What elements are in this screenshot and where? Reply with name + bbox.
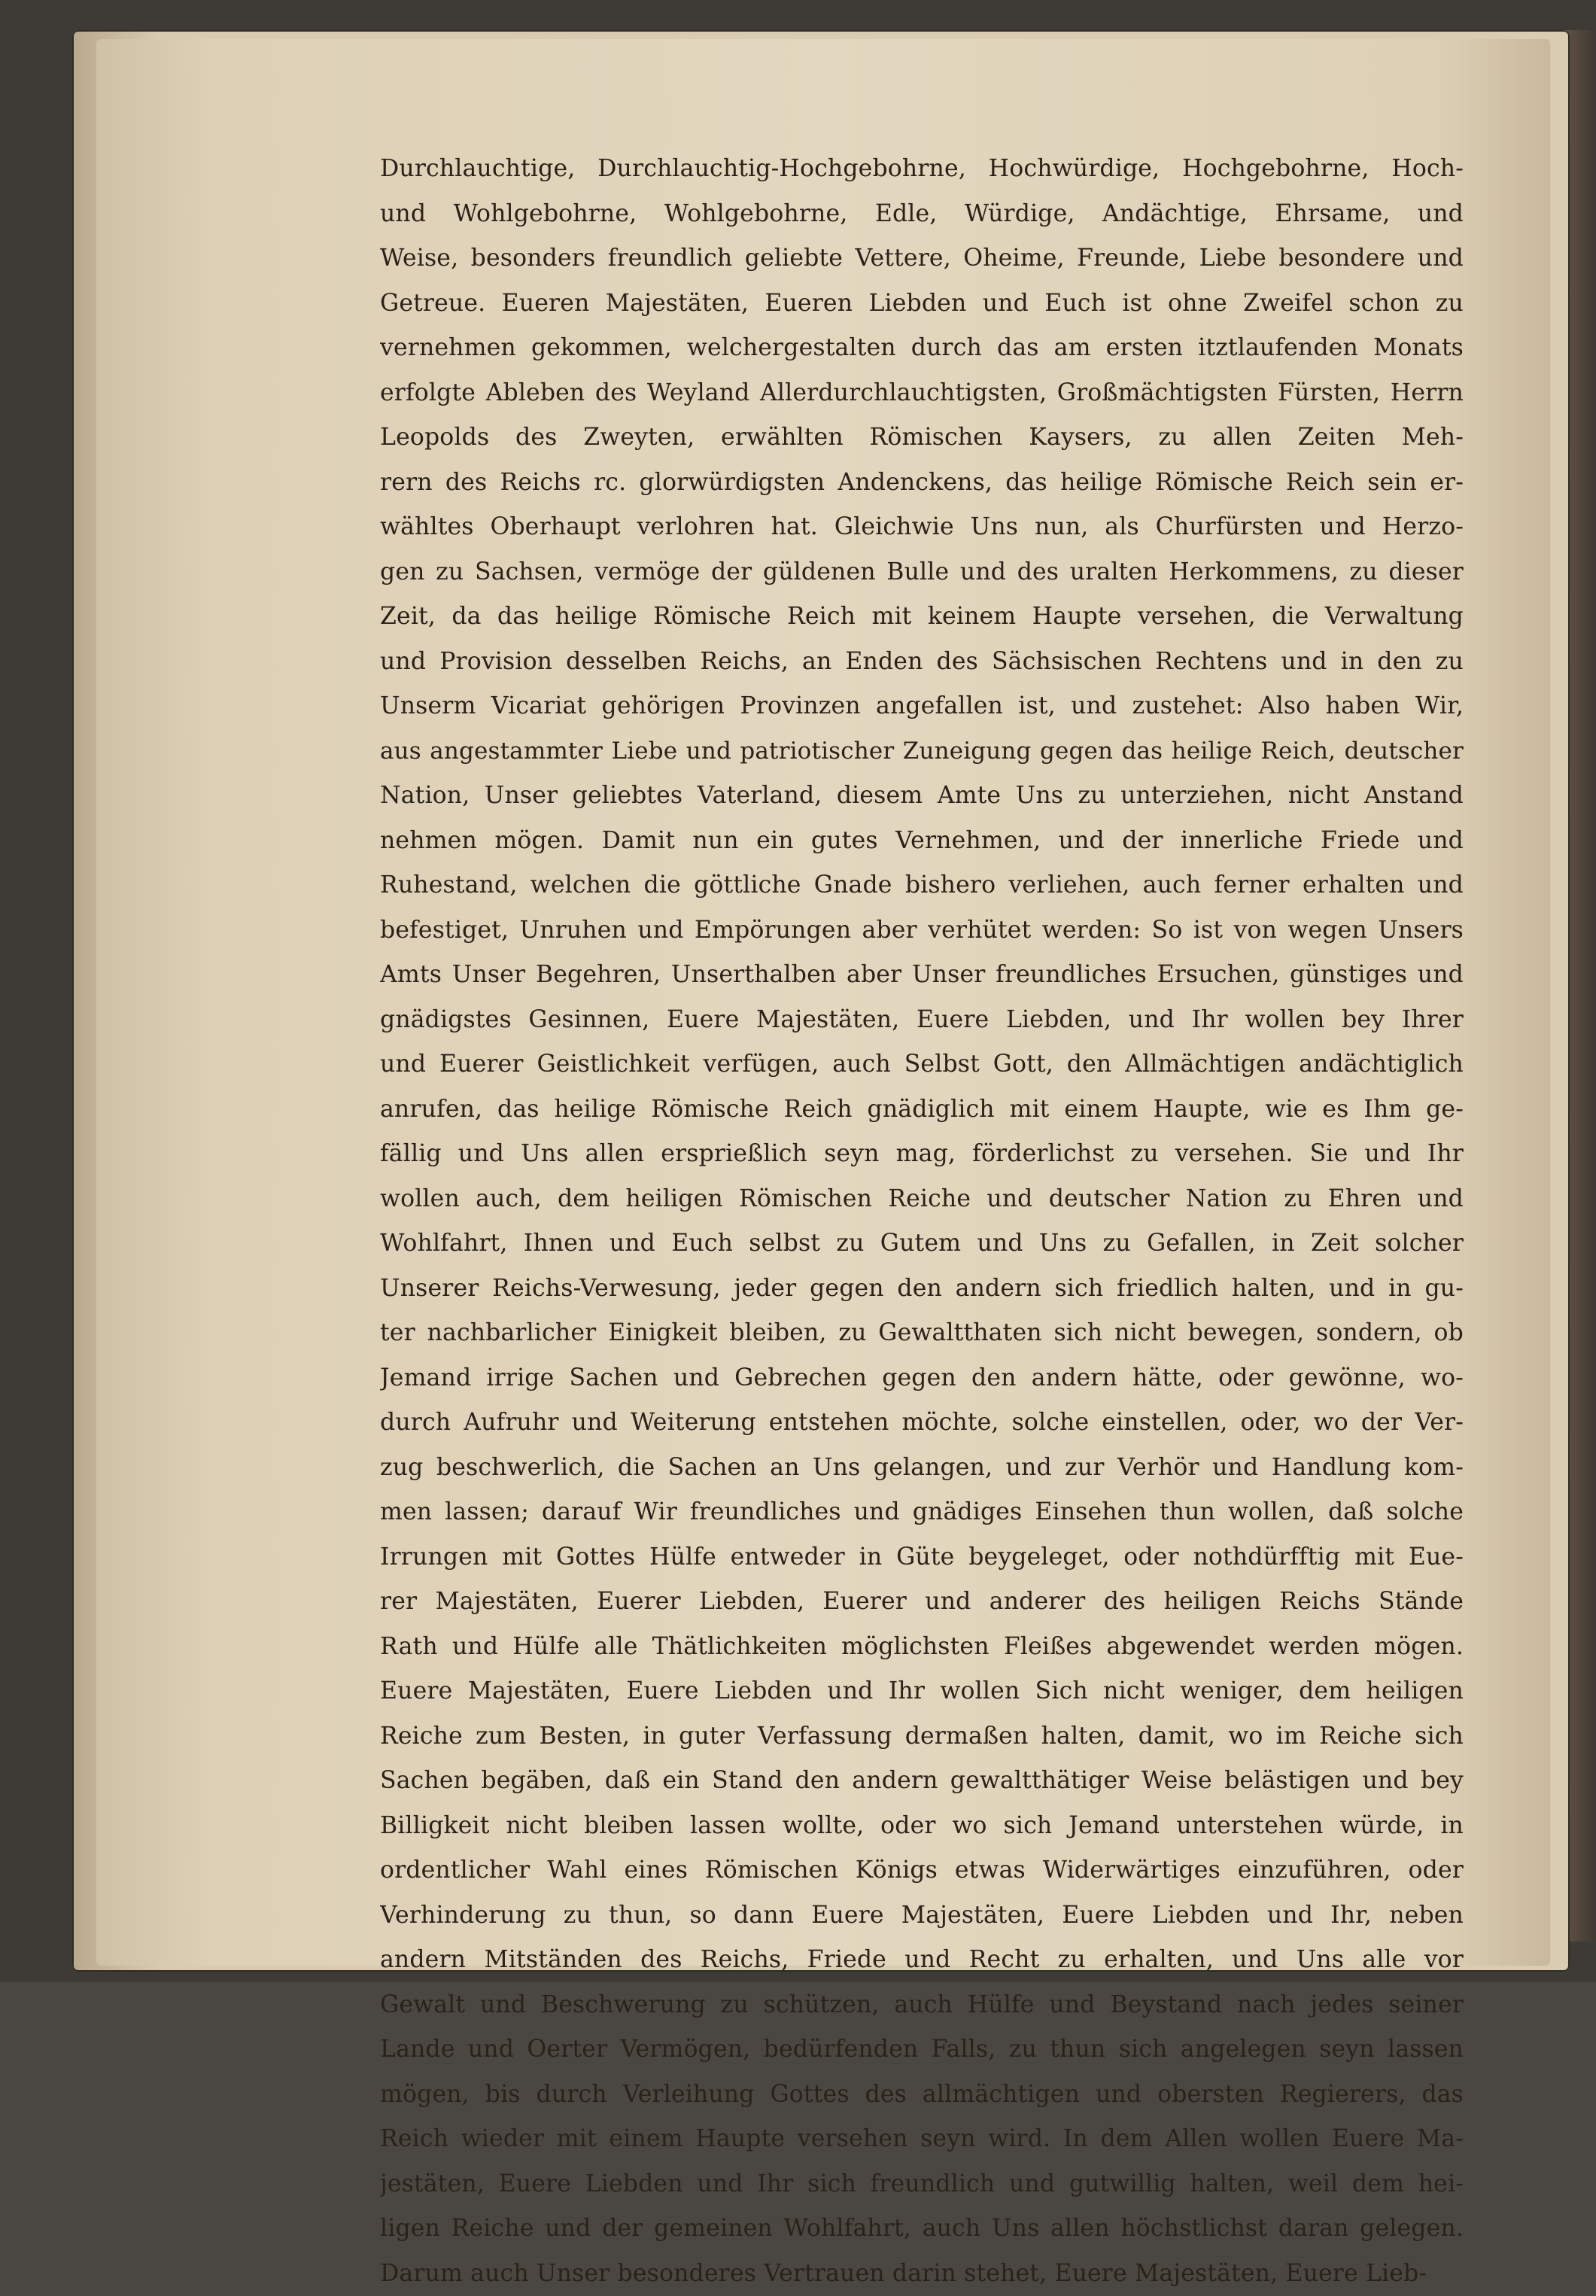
- text-line: Unserer Reichs-Verwesung, jeder gegen den andern sich friedlich halten, und in gu-: [380, 1267, 1464, 1312]
- text-line: Weise, besonders freundlich geliebte Vettere, Oheime, Freunde, Liebe besondere und: [380, 236, 1464, 281]
- text-line: Amts Unser Begehren, Unserthalben aber Unser freundliches Ersuchen, günstiges und: [380, 953, 1464, 998]
- body-text: [380, 147, 1464, 1810]
- text-line: Rath und Hülfe alle Thätlichkeiten möglichsten Fleißes abgewendet werden mögen.: [380, 1625, 1464, 1670]
- text-line: anrufen, das heilige Römische Reich gnädiglich mit einem Haupte, wie es Ihm ge-: [380, 1087, 1464, 1133]
- text-line: Jemand irrige Sachen und Gebrechen gegen den andern hätte, oder gewönne, wo-: [380, 1356, 1464, 1401]
- text-line: Reiche zum Besten, in guter Verfassung dermaßen halten, damit, wo im Reiche sich: [380, 1714, 1464, 1759]
- text-line: wollen auch, dem heiligen Römischen Reiche und deutscher Nation zu Ehren und: [380, 1177, 1464, 1222]
- text-line: rern des Reichs rc. glorwürdigsten Andenckens, das heilige Römische Reich sein er-: [380, 461, 1464, 506]
- text-line: Nation, Unser geliebtes Vaterland, diesem Amte Uns zu unterziehen, nicht Anstand: [380, 774, 1464, 819]
- text-line: Irrungen mit Gottes Hülfe entweder in Güte beygeleget, oder nothdürfftig mit Eue-: [380, 1535, 1464, 1580]
- text-line: Leopolds des Zweyten, erwählten Römischen Kaysers, zu allen Zeiten Meh-: [380, 415, 1464, 461]
- text-line: Sachen begäben, daß ein Stand den andern gewaltthätiger Weise belästigen und bey: [380, 1759, 1464, 1804]
- text-line: Gewalt und Beschwerung zu schützen, auch Hülfe und Beystand nach jedes seiner: [380, 1983, 1464, 2028]
- text-line: gnädigstes Gesinnen, Euere Majestäten, Euere Liebden, und Ihr wollen bey Ihrer: [380, 998, 1464, 1043]
- text-line: Darum auch Unser besonderes Vertrauen darin stehet, Euere Majestäten, Euere Lieb-: [380, 2252, 1464, 2296]
- text-line: gen zu Sachsen, vermöge der güldenen Bulle und des uralten Herkommens, zu dieser: [380, 550, 1464, 595]
- text-line: Getreue. Eueren Majestäten, Eueren Liebden und Euch ist ohne Zweifel schon zu: [380, 281, 1464, 327]
- text-line: durch Aufruhr und Weiterung entstehen möchte, solche einstellen, oder, wo der Ver-: [380, 1400, 1464, 1446]
- text-line: wähltes Oberhaupt verlohren hat. Gleichwie Uns nun, als Churfürsten und Herzo-: [380, 505, 1464, 550]
- text-line: Reich wieder mit einem Haupte versehen seyn wird. In dem Allen wollen Euere Ma-: [380, 2117, 1464, 2162]
- text-line: jestäten, Euere Liebden und Ihr sich freundlich und gutwillig halten, weil dem hei-: [380, 2162, 1464, 2207]
- text-line: andern Mitständen des Reichs, Friede und Recht zu erhalten, und Uns alle vor: [380, 1938, 1464, 1983]
- text-line: Ruhestand, welchen die göttliche Gnade bishero verliehen, auch ferner erhalten und: [380, 863, 1464, 908]
- text-line: men lassen; darauf Wir freundliches und gnädiges Einsehen thun wollen, daß solche: [380, 1490, 1464, 1535]
- text-line: vernehmen gekommen, welchergestalten durch das am ersten itztlaufenden Monats: [380, 326, 1464, 371]
- text-line: Billigkeit nicht bleiben lassen wollte, oder wo sich Jemand unterstehen würde, in: [380, 1804, 1464, 1849]
- text-line: und Euerer Geistlichkeit verfügen, auch Selbst Gott, den Allmächtigen andächtiglich: [380, 1042, 1464, 1087]
- text-line: mögen, bis durch Verleihung Gottes des allmächtigen und obersten Regierers, das: [380, 2072, 1464, 2118]
- text-line: zug beschwerlich, die Sachen an Uns gelangen, und zur Verhör und Handlung kom-: [380, 1446, 1464, 1491]
- text-line: erfolgte Ableben des Weyland Allerdurchlauchtigsten, Großmächtigsten Fürsten, Herrn: [380, 371, 1464, 416]
- text-line: Euere Majestäten, Euere Liebden und Ihr wollen Sich nicht weniger, dem heiligen: [380, 1669, 1464, 1714]
- text-line: befestiget, Unruhen und Empörungen aber verhütet werden: So ist von wegen Unsers: [380, 908, 1464, 953]
- text-line: und Wohlgebohrne, Wohlgebohrne, Edle, Würdige, Andächtige, Ehrsame, und: [380, 192, 1464, 237]
- text-line: rer Majestäten, Euerer Liebden, Euerer und anderer des heiligen Reichs Stände: [380, 1580, 1464, 1625]
- text-line: ligen Reiche und der gemeinen Wohlfahrt, auch Uns allen höchstlichst daran gelegen.: [380, 2206, 1464, 2252]
- text-line: aus angestammter Liebe und patriotischer Zuneigung gegen das heilige Reich, deutscher: [380, 729, 1464, 774]
- text-line: Wohlfahrt, Ihnen und Euch selbst zu Gutem und Uns zu Gefallen, in Zeit solcher: [380, 1221, 1464, 1267]
- text-line: und Provision desselben Reichs, an Enden des Sächsischen Rechtens und in den zu: [380, 640, 1464, 685]
- text-line: Zeit, da das heilige Römische Reich mit keinem Haupte versehen, die Verwaltung: [380, 595, 1464, 640]
- text-line: ordentlicher Wahl eines Römischen Königs etwas Widerwärtiges einzuführen, oder: [380, 1848, 1464, 1893]
- text-line: nehmen mögen. Damit nun ein gutes Vernehmen, und der innerliche Friede und: [380, 819, 1464, 864]
- text-line: Verhinderung zu thun, so dann Euere Majestäten, Euere Liebden und Ihr, neben: [380, 1893, 1464, 1939]
- text-line: ter nachbarlicher Einigkeit bleiben, zu Gewaltthaten sich nicht bewegen, sondern, ob: [380, 1311, 1464, 1356]
- text-line: Unserm Vicariat gehörigen Provinzen angefallen ist, und zustehet: Also haben Wir,: [380, 684, 1464, 729]
- text-line: Lande und Oerter Vermögen, bedürfenden Falls, zu thun sich angelegen seyn lassen: [380, 2027, 1464, 2072]
- text-line: Durchlauchtige, Durchlauchtig-Hochgebohrne, Hochwürdige, Hochgebohrne, Hoch-: [380, 147, 1464, 192]
- text-line: fällig und Uns allen ersprießlich seyn mag, förderlichst zu versehen. Sie und Ihr: [380, 1132, 1464, 1177]
